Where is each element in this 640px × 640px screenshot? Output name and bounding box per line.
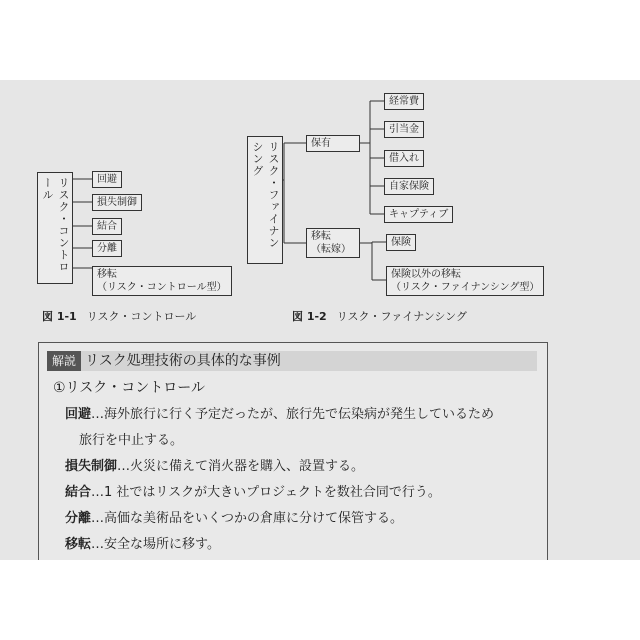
risk-control-loss-control: 損失制御	[92, 194, 142, 211]
figure-2-number: 図 1-2	[292, 310, 327, 323]
transfer-insurance: 保険	[386, 234, 416, 251]
risk-control-separation: 分離	[92, 240, 122, 257]
transfer-non-insurance	[386, 266, 544, 296]
risk-financing-transfer	[306, 228, 360, 258]
figure-2-title: リスク・ファイナンシング	[336, 310, 467, 323]
retention-self-insurance: 自家保険	[384, 178, 434, 195]
retention-borrowing: 借入れ	[384, 150, 424, 167]
risk-control-avoidance: 回避	[92, 171, 122, 188]
retention-ordinary-expense: 経常費	[384, 93, 424, 110]
risk-control-transfer	[92, 266, 232, 296]
retention-reserve: 引当金	[384, 121, 424, 138]
figure-1-caption	[42, 308, 196, 324]
figure-1-title: リスク・コントロール	[86, 310, 197, 323]
book-page	[0, 80, 640, 560]
example-line: 旅行を中止する。	[79, 433, 184, 448]
example-line: 移転…安全な場所に移す。	[65, 537, 220, 552]
example-line: 回避…海外旅行に行く予定だったが、旅行先で伝染病が発生しているため	[65, 407, 495, 422]
transfer-non-insurance-line2: （リスク・ファイナンシング型）	[391, 282, 540, 293]
example-line: 損失制御…火災に備えて消火器を購入、設置する。	[65, 459, 365, 474]
risk-control-transfer-line1: 移転	[97, 269, 117, 280]
explanation-panel	[38, 342, 548, 560]
section-heading: ①リスク・コントロール	[53, 380, 205, 396]
risk-control-transfer-line2: （リスク・コントロール型）	[97, 282, 227, 293]
risk-control-combination: 結合	[92, 218, 122, 235]
explanation-title: リスク処理技術の具体的な事例	[85, 353, 281, 369]
explanation-header	[47, 351, 537, 371]
transfer-line1: 移転	[311, 231, 331, 242]
risk-financing-retention: 保有	[306, 135, 360, 152]
example-line: 分離…高価な美術品をいくつかの倉庫に分けて保管する。	[65, 511, 404, 526]
example-line: 結合…1 社ではリスクが大きいプロジェクトを数社合同で行う。	[65, 485, 441, 500]
transfer-non-insurance-line1: 保険以外の移転	[391, 269, 461, 280]
figure-2-caption	[292, 308, 467, 324]
risk-control-root: リスク・コントロール	[37, 172, 73, 284]
explanation-tag: 解説	[47, 351, 81, 371]
risk-financing-root: リスク・ファイナンシング	[247, 136, 283, 264]
transfer-line2: （転嫁）	[311, 244, 351, 255]
retention-captive: キャプティブ	[384, 206, 453, 223]
figure-1-number: 図 1-1	[42, 310, 77, 323]
